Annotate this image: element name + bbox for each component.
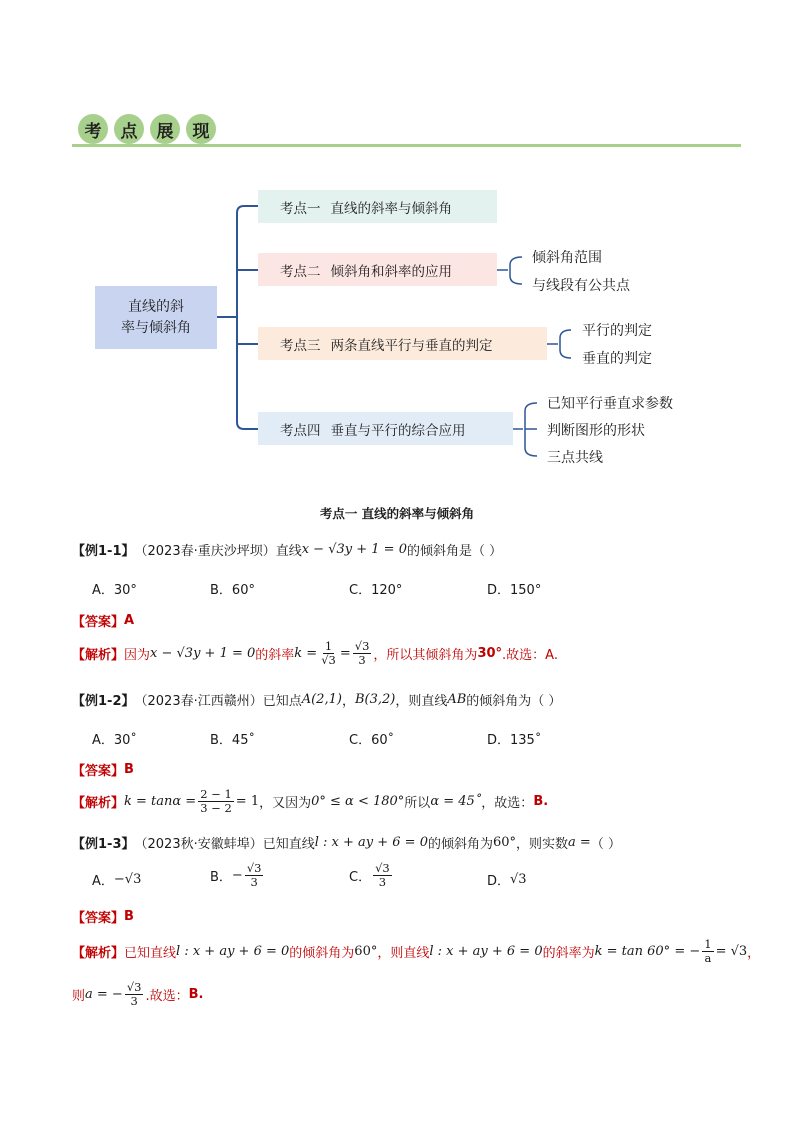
analysis-text: .故选：A.	[502, 648, 558, 663]
math-expression: x − √3y + 1 = 0	[150, 646, 256, 661]
subtopic: 已知平行垂直求参数	[547, 396, 673, 412]
subtopic: 判断图形的形状	[547, 423, 645, 439]
example-question	[72, 540, 502, 559]
subtopic: 垂直的判定	[582, 351, 652, 367]
topic-title: 直线的斜率与倾斜角	[330, 200, 452, 217]
answer-label: 【答案】	[72, 911, 125, 926]
option-b: B． − $\frac{√3}{3}$	[210, 861, 262, 889]
example-question	[72, 833, 621, 852]
topic-title: 倾斜角和斜率的应用	[330, 263, 452, 280]
topic-prefix: 考点三	[280, 337, 321, 354]
topic-title: 两条直线平行与垂直的判定	[330, 337, 493, 354]
math-expression: B(3,2)	[354, 692, 396, 707]
analysis-text: ，又因为	[259, 796, 312, 811]
answer-line	[72, 611, 134, 630]
example-label: 【例1-2】	[72, 694, 135, 709]
question-text: （2023春·江西赣州）已知点	[134, 694, 302, 709]
answer-value: B	[124, 909, 134, 924]
topic-node-4	[258, 412, 513, 445]
topic-node-1	[258, 190, 497, 223]
option-d: D．135˚	[487, 733, 542, 748]
topic-prefix: 考点四	[280, 422, 321, 439]
question-text: 的倾斜角为	[427, 837, 493, 852]
example-label: 【例1-3】	[72, 837, 135, 852]
question-text: （2023春·重庆沙坪坝）直线	[134, 544, 302, 559]
math-expression: AB	[447, 692, 467, 707]
math-expression: l : x + ay + 6 = 0	[429, 944, 543, 959]
header-badge: 展	[150, 114, 180, 144]
header-badge: 点	[114, 114, 144, 144]
option-a: A． −√3	[92, 872, 142, 889]
analysis-line	[72, 788, 548, 815]
option-a: A．30°	[92, 583, 137, 598]
analysis-label: 【解析】	[72, 946, 125, 961]
option-a: A．30˚	[92, 733, 137, 748]
analysis-choice: B.	[533, 794, 549, 809]
math-expression: 60°	[492, 835, 517, 850]
question-text: 的倾斜角为（ ）	[466, 694, 562, 709]
math-expression: α = 45˚	[430, 794, 482, 809]
option-b: B．60°	[210, 583, 255, 598]
root-line: 直线的斜	[128, 298, 184, 315]
analysis-text: 则	[72, 989, 86, 1004]
math-expression: A(2,1)	[301, 692, 342, 707]
math-expression: k = tan 60° = −	[594, 944, 701, 959]
example-question	[72, 690, 561, 709]
answer-label: 【答案】	[72, 615, 125, 630]
math-expression: k =	[294, 646, 318, 661]
question-text: 的倾斜角是（ ）	[406, 544, 503, 559]
fraction: $\frac{1}{a}$	[704, 937, 712, 965]
analysis-angle: 30°	[477, 646, 503, 661]
question-text: ，则直线	[395, 694, 448, 709]
analysis-text: 的倾斜角为	[289, 946, 355, 961]
option-b: B．45˚	[210, 733, 255, 748]
topic-node-2	[258, 253, 497, 286]
math-expression: 60°	[354, 944, 378, 959]
analysis-text: ，所以其倾斜角为	[373, 648, 478, 663]
root-line: 率与倾斜角	[121, 319, 191, 336]
fraction: $\frac{√3}{3}$	[375, 861, 390, 889]
analysis-text: .故选：	[145, 989, 189, 1004]
option-d: D．150°	[487, 583, 542, 598]
question-text: （ ）	[590, 837, 621, 852]
subtopic: 平行的判定	[582, 323, 652, 339]
separator: ，	[341, 694, 355, 709]
fraction: $\frac{2 - 1}{3 - 2}$	[200, 787, 232, 815]
topic-node-3	[258, 327, 547, 360]
topic-prefix: 考点二	[280, 263, 321, 280]
analysis-text: ，	[747, 946, 761, 961]
analysis-line	[72, 938, 760, 965]
answer-value: A	[124, 613, 135, 628]
option-c: C． $\frac{√3}{3}$	[349, 861, 390, 889]
analysis-text: 已知直线	[124, 946, 177, 961]
option-c: C．120°	[349, 583, 403, 598]
analysis-text: 的斜率为	[542, 946, 595, 961]
fraction: $\frac{1}{√3}$	[321, 639, 336, 667]
answer-label: 【答案】	[72, 764, 125, 779]
section-title: 考点一 直线的斜率与倾斜角	[319, 506, 475, 521]
subtopic: 三点共线	[547, 450, 603, 466]
analysis-label: 【解析】	[72, 796, 125, 811]
topic-title: 垂直与平行的综合应用	[330, 422, 466, 439]
option-d: D． √3	[487, 872, 527, 889]
math-expression: x − √3y + 1 = 0	[301, 542, 407, 557]
fraction: $\frac{√3}{3}$	[126, 980, 142, 1008]
answer-value: B	[124, 762, 134, 777]
subtopic: 与线段有公共点	[532, 278, 630, 294]
math-expression: a = −	[85, 987, 123, 1002]
analysis-text: 的斜率	[255, 648, 295, 663]
math-expression: a =	[568, 835, 591, 850]
subtopic: 倾斜角范围	[532, 250, 602, 266]
math-expression: k = tanα =	[124, 794, 197, 809]
math-expression: = √3	[715, 944, 748, 959]
header-badge: 现	[186, 114, 216, 144]
analysis-label: 【解析】	[72, 648, 125, 663]
math-expression: = 1	[235, 794, 260, 809]
math-expression: l : x + ay + 6 = 0	[176, 944, 290, 959]
example-label: 【例1-1】	[72, 544, 135, 559]
header-badge: 考	[78, 114, 108, 144]
fraction: $\frac{√3}{3}$	[246, 861, 262, 889]
mindmap-root	[95, 286, 217, 349]
answer-line	[72, 907, 134, 926]
analysis-text: 所以	[404, 796, 431, 811]
analysis-text: ，则直线	[377, 946, 430, 961]
analysis-line-2	[72, 981, 203, 1008]
analysis-text: 因为	[124, 648, 151, 663]
analysis-line: 【解析】 因为 x − √3y + 1 = 0 的斜率 k = $\frac{1}{√3}$ = $\frac{√3}{3}$ ，所以其倾斜角为 30° .故选：A.	[72, 639, 558, 667]
question-text: ，则实数	[516, 837, 569, 852]
question-text: （2023秋·安徽蚌埠）已知直线	[134, 837, 315, 852]
option-c: C．60˚	[349, 733, 395, 748]
math-expression: 0° ≤ α < 180°	[311, 794, 405, 809]
analysis-choice: B.	[188, 987, 204, 1002]
fraction: $\frac{√3}{3}$	[354, 639, 370, 667]
analysis-text: ，故选：	[481, 796, 534, 811]
math-expression: l : x + ay + 6 = 0	[314, 835, 428, 850]
answer-line	[72, 760, 134, 779]
topic-prefix: 考点一	[280, 200, 321, 217]
